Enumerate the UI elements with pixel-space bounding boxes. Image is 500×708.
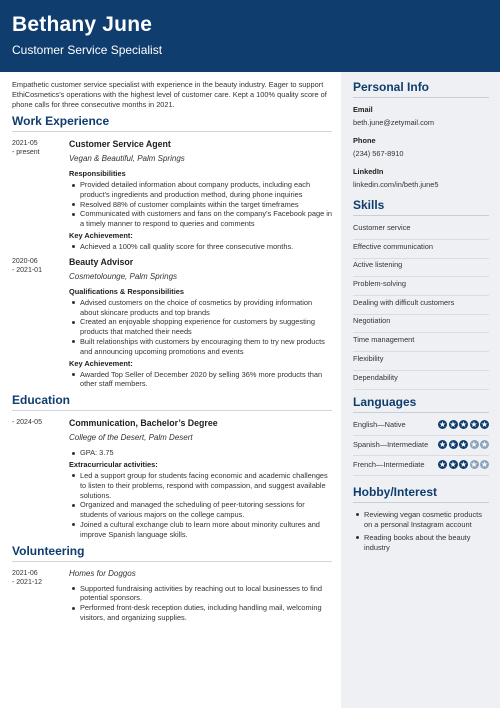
school: College of the Desert, Palm Desert [69, 433, 193, 443]
skills-heading: Skills [353, 198, 489, 216]
hobbies-list [353, 510, 489, 553]
skill-item: Negotiation [353, 316, 489, 333]
language-rating [438, 420, 489, 429]
work-dates: 2020-06 - 2021-01 [12, 257, 42, 274]
list-item: Resolved 88% of customer complaints within the target timeframes [69, 200, 332, 210]
candidate-title: Customer Service Specialist [12, 43, 163, 57]
achievement-list [69, 370, 332, 390]
work-entry [12, 138, 332, 252]
responsibilities-label: Qualifications & Responsibilities [69, 286, 184, 296]
responsibilities-list [69, 298, 332, 357]
list-item: Organized and managed the scheduling of peer-tutoring sessions for students of various majors on the college campus. [69, 500, 332, 520]
star-filled-icon [438, 460, 447, 469]
star-empty-icon [470, 460, 479, 469]
language-name: English—Native [353, 419, 406, 429]
education-dates: - 2024-05 [12, 419, 42, 427]
language-name: Spanish—Intermediate [353, 439, 429, 449]
company: Cosmetolounge, Palm Springs [69, 271, 178, 281]
extracurricular-label: Extracurricular activities: [69, 459, 158, 469]
phone-value: (234) 567-8910 [353, 149, 404, 158]
summary: Empathetic customer service specialist with experience in the beauty industry. Eager to support EthiCosmetics's operations with the highest level of customer care. Kept a 100% quality score of phone calls for three consecutive months in 2021. [12, 80, 327, 109]
star-filled-icon [459, 440, 468, 449]
list-item: Provided detailed information about company products, including each product's ingredients and production method, during phone inquiries [69, 180, 332, 200]
skill-item: Dealing with difficult customers [353, 298, 489, 315]
work-experience-heading: Work Experience [12, 114, 332, 132]
achievement-list [69, 242, 332, 252]
star-filled-icon [449, 460, 458, 469]
star-filled-icon [438, 440, 447, 449]
organization: Homes for Doggos [69, 568, 136, 578]
star-filled-icon [470, 420, 479, 429]
star-empty-icon [480, 460, 489, 469]
list-item: Joined a cultural exchange club to learn more about minority cultures and improve Spanish language skills. [69, 520, 332, 540]
skills-list [353, 223, 489, 390]
skill-item: Time management [353, 335, 489, 352]
languages-list [353, 420, 489, 476]
skill-item: Customer service [353, 223, 489, 240]
education-entry [12, 417, 332, 539]
list-item: Built relationships with customers by encouraging them to try new products and announcing upcoming promotions and events [69, 337, 332, 357]
education-heading: Education [12, 393, 332, 411]
volunteering-heading: Volunteering [12, 544, 332, 562]
linkedin-label: LinkedIn [353, 167, 384, 176]
list-item: Supported fundraising activities by reaching out to local businesses to find potential sponsors. [69, 584, 332, 604]
star-filled-icon [449, 440, 458, 449]
list-item: Awarded Top Seller of December 2020 by selling 36% more products than other staff members. [69, 370, 332, 390]
phone-label: Phone [353, 136, 376, 145]
achievement-label: Key Achievement: [69, 358, 133, 368]
candidate-name: Bethany June [12, 13, 153, 36]
volunteering-list [69, 584, 332, 623]
star-filled-icon [480, 420, 489, 429]
gpa-list [69, 448, 332, 458]
degree-title: Communication, Bachelor’s Degree [69, 418, 218, 429]
hobbies-heading: Hobby/Interest [353, 485, 489, 503]
list-item: Performed front-desk reception duties, including handling mail, welcoming visitors, and organizing supplies. [69, 603, 332, 623]
star-empty-icon [470, 440, 479, 449]
star-filled-icon [449, 420, 458, 429]
work-dates: 2021-05 - present [12, 140, 40, 156]
star-filled-icon [459, 420, 468, 429]
list-item: Advised customers on the choice of cosmetics by providing information about skincare products and top brands [69, 298, 332, 318]
main-column [12, 80, 332, 627]
achievement-label: Key Achievement: [69, 230, 133, 240]
responsibilities-list [69, 180, 332, 229]
languages-heading: Languages [353, 395, 489, 413]
skill-item: Effective communication [353, 242, 489, 259]
job-title: Customer Service Agent [69, 139, 171, 149]
skill-item: Active listening [353, 260, 489, 277]
volunteering-entry [12, 568, 332, 623]
list-item: Achieved a 100% call quality score for three consecutive months. [69, 242, 332, 252]
star-filled-icon [438, 420, 447, 429]
language-item [353, 440, 489, 456]
extracurricular-list [69, 471, 332, 540]
volunteering-dates: 2021-06 - 2021-12 [12, 569, 42, 586]
language-item [353, 420, 489, 436]
list-item: Created an enjoyable shopping experience for customers by suggesting products that matched their needs [69, 317, 332, 337]
language-name: French—Intermediate [353, 459, 425, 469]
skill-item: Flexibility [353, 354, 489, 371]
resume-header [0, 0, 500, 72]
star-empty-icon [480, 440, 489, 449]
sidebar-column [353, 80, 489, 556]
language-rating [438, 440, 489, 449]
gpa: GPA: 3.75 [69, 448, 332, 458]
personal-info-heading: Personal Info [353, 80, 489, 98]
email-value: beth.june@zetymail.com [353, 118, 435, 127]
hobby-item: Reviewing vegan cosmetic products on a personal Instagram account [353, 510, 489, 530]
list-item: Led a support group for students facing economic and academic challenges to listen to their problems, respond with compassion, and suggest available solutions. [69, 471, 332, 500]
email-label: Email [353, 105, 373, 114]
company: Vegan & Beautiful, Palm Springs [69, 154, 185, 163]
job-title: Beauty Advisor [69, 256, 134, 267]
linkedin-value: linkedin.com/in/beth.june5 [353, 180, 439, 189]
language-rating [438, 460, 489, 469]
hobby-item: Reading books about the beauty industry [353, 533, 489, 553]
star-filled-icon [459, 460, 468, 469]
language-item [353, 460, 489, 476]
skill-item: Dependability [353, 373, 489, 390]
list-item: Communicated with customers and fans on the company's Facebook page in a timely manner to respond to queries and comments [69, 209, 332, 229]
responsibilities-label: Responsibilities [69, 169, 126, 178]
skill-item: Problem-solving [353, 279, 489, 296]
work-entry [12, 256, 332, 389]
